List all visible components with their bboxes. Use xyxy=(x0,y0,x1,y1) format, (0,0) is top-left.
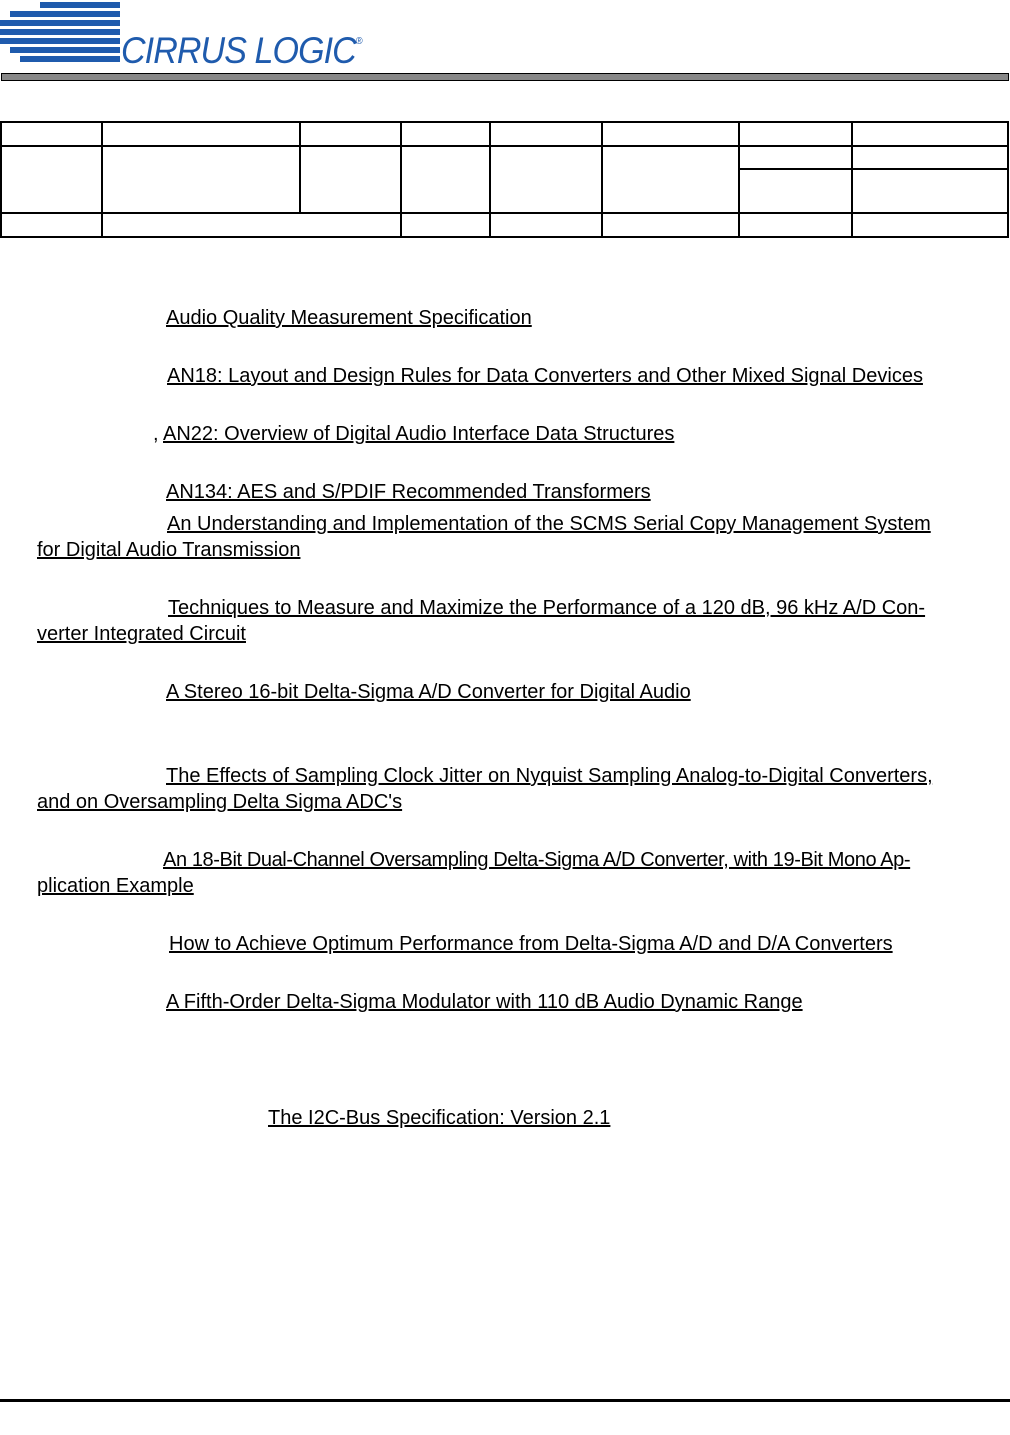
reference-link[interactable]: A Fifth-Order Delta-Sigma Modulator with 110 dB Audio Dynamic Range xyxy=(166,991,803,1013)
registered-mark: ® xyxy=(355,36,362,47)
reference-item xyxy=(268,1105,610,1131)
table-border xyxy=(738,121,740,238)
reference-link[interactable]: The Effects of Sampling Clock Jitter on Nyquist Sampling Analog-to-Digital Converters, xyxy=(166,765,933,787)
cirrus-logo-icon xyxy=(0,0,122,70)
reference-item xyxy=(166,305,532,331)
table-border xyxy=(0,212,1009,214)
table-border xyxy=(400,121,402,238)
table-border xyxy=(0,121,1009,123)
reference-item xyxy=(166,989,803,1015)
footer-rule xyxy=(0,1399,1010,1402)
reference-item xyxy=(167,363,923,389)
table-border xyxy=(0,145,1009,147)
table-border xyxy=(738,168,1009,170)
brand-name xyxy=(121,30,362,72)
reference-item xyxy=(166,763,933,789)
reference-item xyxy=(166,679,691,705)
reference-link[interactable]: AN22: Overview of Digital Audio Interface Data Structures xyxy=(163,423,675,445)
reference-link[interactable]: The I2C-Bus Specification: Version 2.1 xyxy=(268,1107,611,1129)
reference-link[interactable]: How to Achieve Optimum Performance from Delta-Sigma A/D and D/A Converters xyxy=(169,933,893,955)
table-border xyxy=(1007,121,1009,238)
table-border xyxy=(0,236,1009,238)
reference-link[interactable]: An Understanding and Implementation of the SCMS Serial Copy Management System xyxy=(167,513,931,535)
table-border xyxy=(0,121,2,238)
reference-item xyxy=(168,595,925,621)
reference-link[interactable]: Techniques to Measure and Maximize the Performance of a 120 dB, 96 kHz A/D Con- xyxy=(168,597,926,619)
table-border xyxy=(489,121,491,238)
reference-link[interactable]: AN134: AES and S/PDIF Recommended Transformers xyxy=(166,481,651,503)
reference-link[interactable]: plication Example xyxy=(37,875,194,897)
brand-text: CIRRUS LOGIC xyxy=(121,30,356,71)
reference-link[interactable]: A Stereo 16-bit Delta-Sigma A/D Converter for Digital Audio xyxy=(166,681,691,703)
reference-link[interactable]: verter Integrated Circuit xyxy=(37,623,246,645)
table-border xyxy=(601,121,603,238)
table-border xyxy=(101,121,103,238)
reference-item-cont xyxy=(37,621,246,647)
reference-item xyxy=(167,511,931,537)
table-border xyxy=(851,121,853,238)
reference-item-cont xyxy=(37,789,402,815)
reference-item xyxy=(163,847,910,873)
reference-link[interactable]: AN18: Layout and Design Rules for Data Converters and Other Mixed Signal Devices xyxy=(167,365,923,387)
reference-item xyxy=(153,421,674,447)
reference-item-cont xyxy=(37,537,300,563)
reference-link[interactable]: for Digital Audio Transmission xyxy=(37,539,301,561)
reference-link[interactable]: and on Oversampling Delta Sigma ADC's xyxy=(37,791,403,813)
reference-prefix: , xyxy=(153,423,159,445)
header-bar xyxy=(1,73,1009,81)
reference-link[interactable]: An 18-Bit Dual-Channel Oversampling Delta-Sigma A/D Converter, with 19-Bit Mono Ap- xyxy=(163,849,911,871)
reference-link[interactable]: Audio Quality Measurement Specification xyxy=(166,307,532,329)
reference-item-cont xyxy=(37,873,194,899)
reference-item xyxy=(166,479,651,505)
table-border xyxy=(299,121,301,213)
reference-item xyxy=(169,931,893,957)
